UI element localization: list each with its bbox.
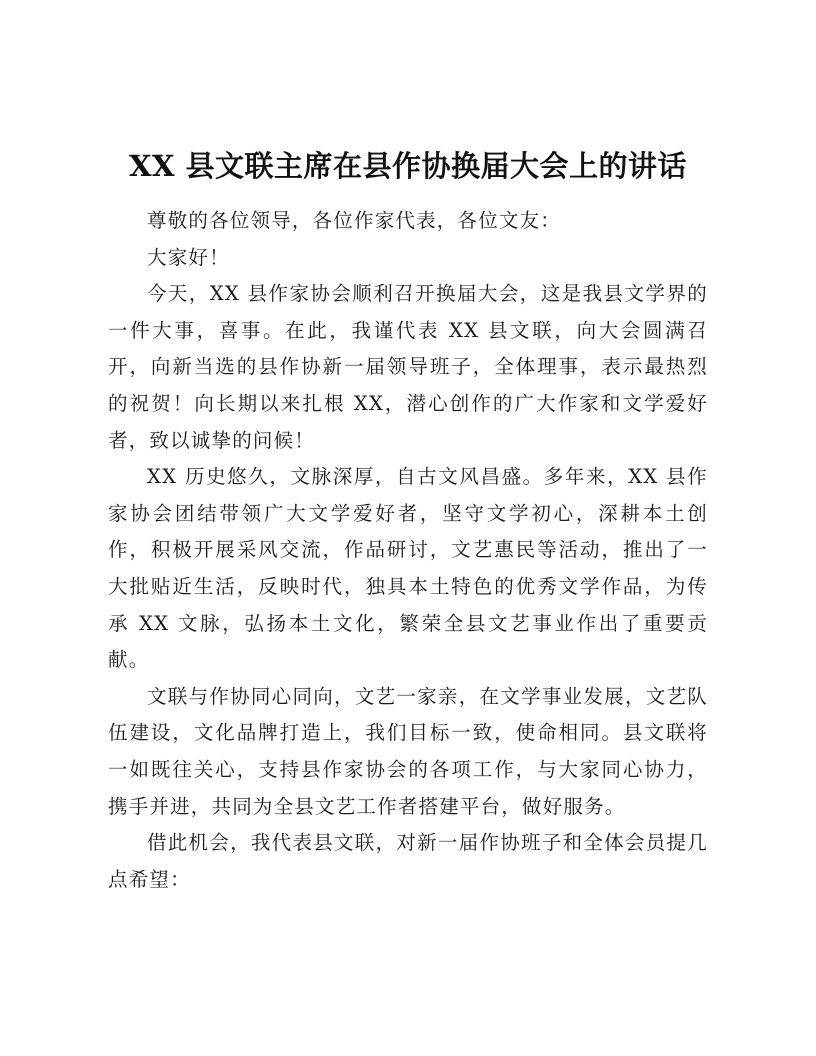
- paragraph-greeting: 大家好！: [147, 245, 230, 269]
- document-title: XX 县文联主席在县作协换届大会上的讲话: [128, 149, 688, 183]
- paragraph-cooperation: 文联与作协同心同向，文艺一家亲，在文学事业发展，文艺队伍建设，文化品牌打造上，我们目标一致，使命相同。县文联将一如既往关心，支持县作家协会的各项工作，与大家同心协力，携手并进，共同为全县文艺工作者搭建平台，做好服务。: [108, 684, 708, 818]
- document-body: [108, 203, 708, 898]
- paragraph-congratulation: 今天，XX 县作家协会顺利召开换届大会，这是我县文学界的一件大事，喜事。在此，我谨代表 XX 县文联，向大会圆满召开，向新当选的县作协新一届领导班子，全体理事，表示最热烈的祝贺！向长期以来扎根 XX，潜心创作的广大作家和文学爱好者，致以诚挚的问候！: [108, 282, 708, 452]
- paragraph-history: XX 历史悠久，文脉深厚，自古文风昌盛。多年来，XX 县作家协会团结带领广大文学爱好者，坚守文学初心，深耕本土创作，积极开展采风交流，作品研讨，文艺惠民等活动，推出了一大批贴近生活，反映时代，独具本土特色的优秀文学作品，为传承 XX 文脉，弘扬本土文化，繁荣全县文艺事业作出了重要贡献。: [108, 465, 708, 672]
- paragraph-salutation: 尊敬的各位领导，各位作家代表，各位文友：: [147, 209, 562, 232]
- paragraph-hopes: 借此机会，我代表县文联，对新一届作协班子和全体会员提几点希望：: [108, 831, 708, 891]
